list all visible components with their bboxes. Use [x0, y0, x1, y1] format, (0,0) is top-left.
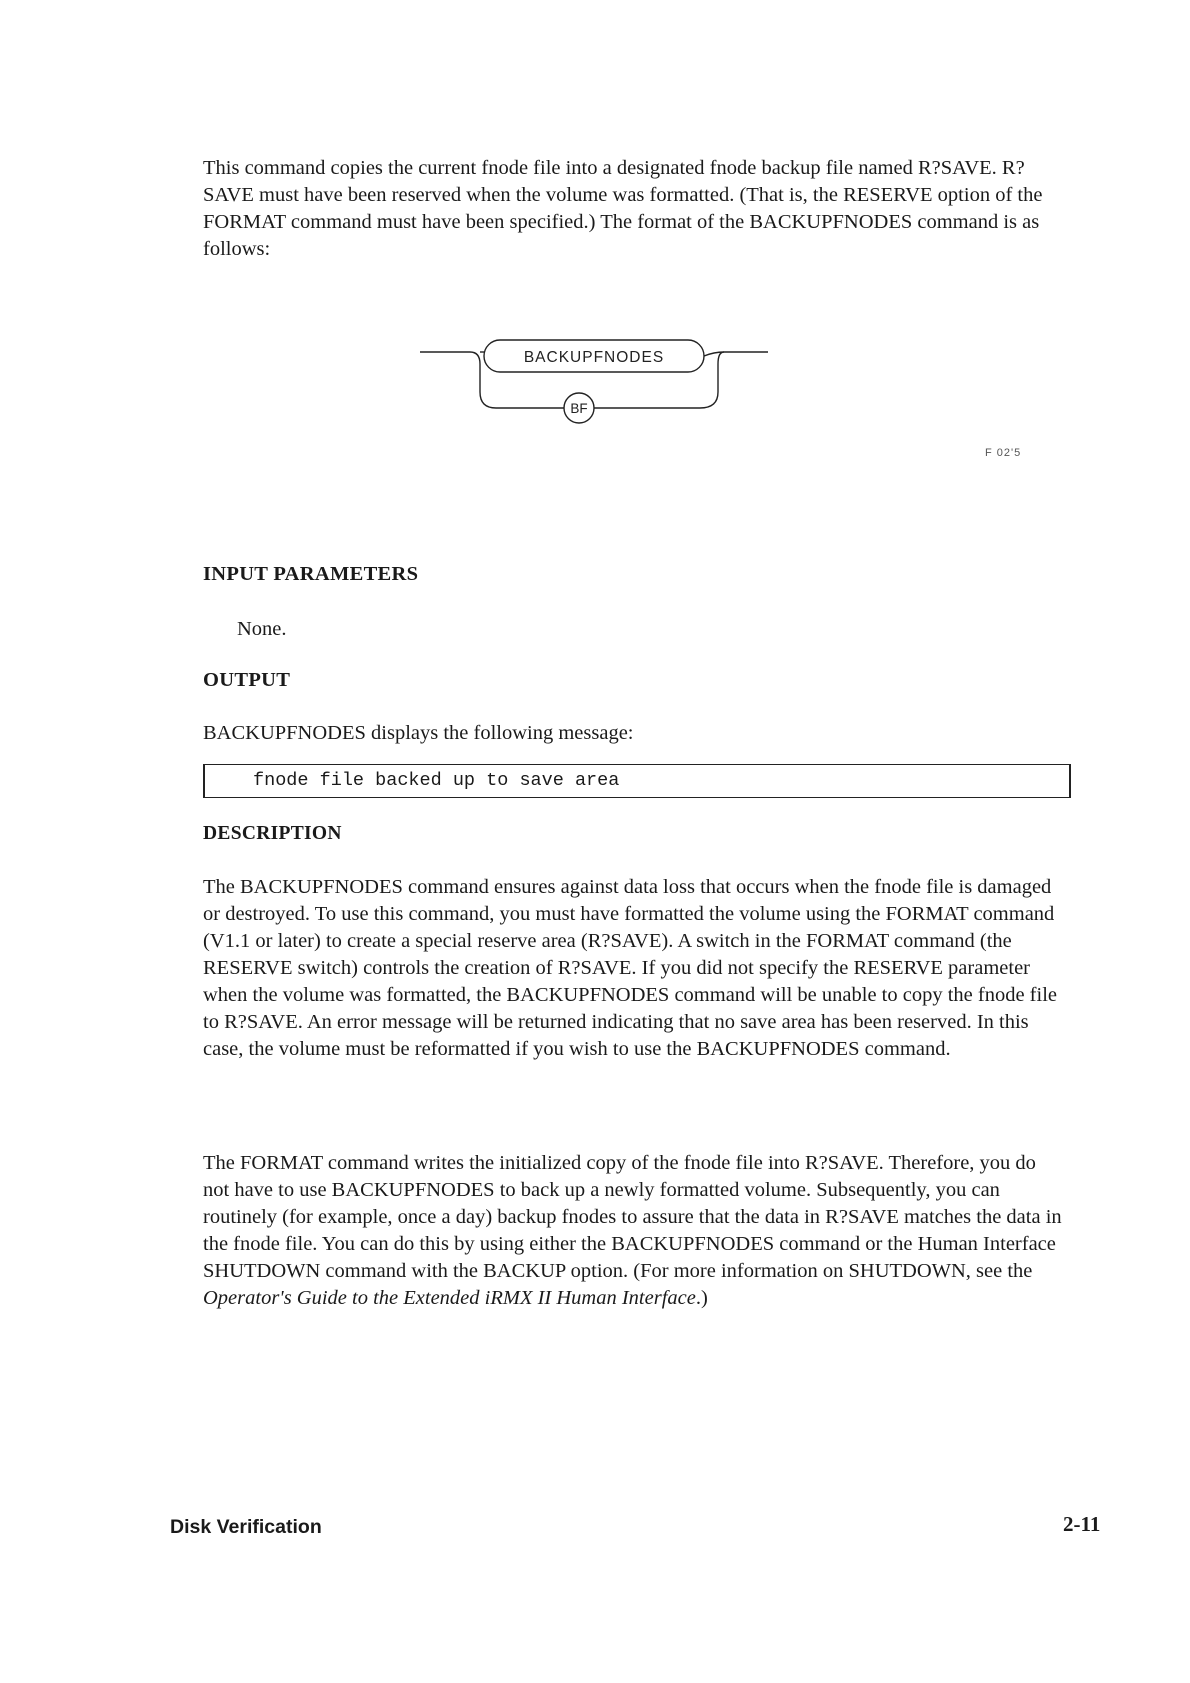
footer-page-number: 2-11 — [1063, 1512, 1101, 1536]
diagram-branch-right — [718, 352, 724, 392]
reference-title: Operator's Guide to the Extended iRMX II Human Interface — [203, 1287, 696, 1309]
input-parameters-text: None. — [237, 618, 287, 640]
syntax-diagram — [420, 338, 840, 448]
description-paragraph-2 — [203, 1150, 1065, 1312]
output-message-box — [203, 764, 1071, 798]
diagram-bottom-left — [480, 392, 564, 408]
diagram-short-form-label: BF — [570, 401, 588, 416]
diagram-branch-left — [470, 352, 480, 392]
description-paragraph-2-text: The FORMAT command writes the initialized copy of the fnode file into R?SAVE. Therefore, you do not have to use BACKUPFNODES to back up a newly formatted volume. Subsequently, you can routinely (for example, once a day) backup fnodes to assure that the data in R?SAVE matches the data in the fnode file. You can do this by using either the BACKUPFNODES command or the Human Interface SHUTDOWN command with the BACKUP option. (For more information on SHUTDOWN, see the — [203, 1152, 1062, 1282]
input-parameters-heading: INPUT PARAMETERS — [203, 563, 419, 585]
output-message: fnode file backed up to save area — [253, 770, 620, 791]
intro-paragraph: This command copies the current fnode file into a designated fnode backup file named R?SAVE. R?SAVE must have been reserved when the volume was formatted. (That is, the RESERVE option of the FORMAT command must have been specified.) The format of the BACKUPFNODES command is as follows: — [203, 157, 1043, 260]
description-heading: DESCRIPTION — [203, 823, 342, 844]
output-text: BACKUPFNODES displays the following message: — [203, 722, 634, 744]
reference-suffix: .) — [695, 1287, 708, 1309]
output-heading: OUTPUT — [203, 669, 291, 691]
description-paragraph-1: The BACKUPFNODES command ensures against data loss that occurs when the fnode file is damaged or destroyed. To use this command, you must have formatted the volume using the FORMAT command (V1.1 or later) to create a special reserve area (R?SAVE). A switch in the FORMAT command (the RESERVE switch) controls the creation of R?SAVE. If you did not specify the RESERVE parameter when the volume was formatted, the BACKUPFNODES command will be unable to copy the fnode file to R?SAVE. An error message will be returned indicating that no save area has been reserved. In this case, the volume must be reformatted if you wish to use the BACKUPFNODES command. — [203, 876, 1058, 1060]
diagram-exit-line — [704, 352, 768, 356]
footer-section: Disk Verification — [170, 1516, 322, 1538]
figure-id: F 02'5 — [985, 447, 1022, 459]
diagram-long-form-label: BACKUPFNODES — [523, 349, 665, 366]
diagram-bottom-right — [594, 392, 718, 408]
